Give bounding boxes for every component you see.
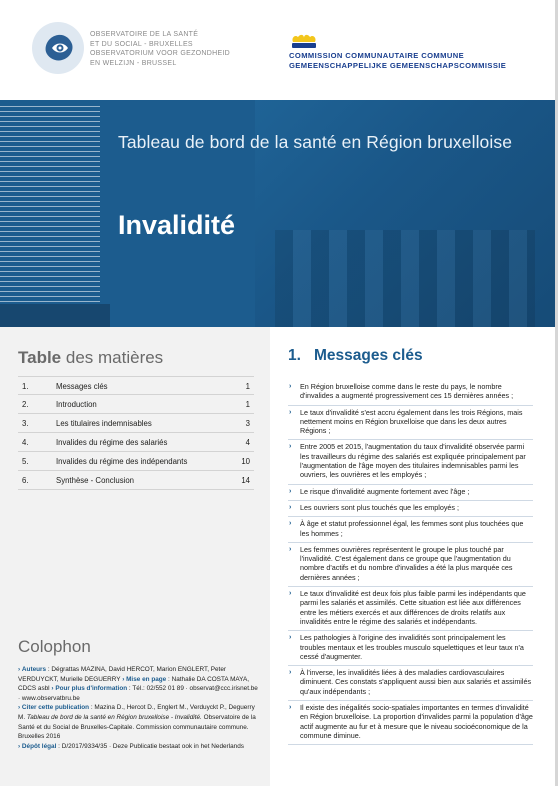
list-item: › Le taux d'invalidité s'est accru également dans les trois Régions, mais nettement moins en Région bruxelloise que dans les deux autres Régions ; (288, 406, 533, 441)
toc-item[interactable] (18, 414, 254, 433)
toc-item-number: 1. (22, 382, 29, 391)
toc-item-label: Introduction (56, 400, 97, 409)
list-item: › En Région bruxelloise comme dans le reste du pays, le nombre d'invalides a augmenté progressivement ces 15 dernières années ; (288, 380, 533, 406)
toc-item-page: 10 (241, 457, 250, 466)
list-item: › À l'inverse, les invalidités liées à des maladies cardiovasculaires diminuent. Ces constats s'appliquent aussi bien aux salariés et assimilés qu'aux indépendants ; (288, 666, 533, 701)
colophon-depot: › Dépôt légal : D/2017/9334/35 · Deze Publicatie bestaat ook in het Nederlands (18, 742, 244, 750)
toc-item[interactable] (18, 452, 254, 471)
toc-item-label: Les titulaires indemnisables (56, 419, 152, 428)
chevron-right-icon: › (18, 666, 21, 673)
list-item: › Entre 2005 et 2015, l'augmentation du taux d'invalidité observée parmi les travailleurs du régime des salariés est expliquée principalement par l'augmentation de l'âge moyen des titulaires indemnisables parmi les ouvriers, les ouvrières et les employés ; (288, 440, 533, 484)
chevron-right-icon: › (289, 704, 292, 712)
contact-info[interactable]: Tél.: 02/552 01 89 · observat@ccc.irisnet.be · www.observatbru.be (18, 685, 258, 702)
list-item: › Il existe des inégalités socio-spatiales importantes en termes d'invalidité en Région bruxelloise. La proportion d'invalides parmi la population d'âge actif augmente au fur et à mesure que le niveau socioéconomique de la commune diminue. (288, 701, 533, 745)
hero-background-texture (275, 230, 535, 327)
toc-item-page: 4 (245, 438, 250, 447)
toc-item[interactable] (18, 433, 254, 452)
toc-item-number: 5. (22, 457, 29, 466)
chevron-right-icon: › (289, 487, 292, 495)
chevron-right-icon: › (18, 742, 21, 750)
toc-item-page: 1 (245, 382, 250, 391)
chevron-right-icon: › (289, 545, 292, 553)
chevron-right-icon: › (289, 590, 292, 598)
toc-item-page: 14 (241, 476, 250, 485)
ccc-name: COMMISSION COMMUNAUTAIRE COMMUNE GEMEENSCHAPPELIJKE GEMEENSCHAPSCOMMISSIE (289, 51, 507, 70)
list-item: › Le risque d'invalidité augmente fortement avec l'âge ; (288, 485, 533, 501)
toc-item-number: 3. (22, 419, 29, 428)
toc-item[interactable] (18, 395, 254, 414)
toc-heading: Table des matières (18, 348, 164, 367)
key-messages-list (288, 380, 533, 745)
toc-item-page: 1 (245, 400, 250, 409)
chevron-right-icon: › (289, 634, 292, 642)
section-heading: 1. Messages clés (288, 347, 423, 364)
document-series-title: Tableau de bord de la santé en Région bruxelloise (118, 132, 513, 152)
toc-item-label: Invalides du régime des salariés (56, 438, 168, 447)
toc-item-number: 2. (22, 400, 29, 409)
list-item: › Les femmes ouvrières représentent le groupe le plus touché par l'invalidité. C'est également dans ce groupe que l'augmentation du nombre d'actifs et du nombre d'invalides a été la plus marquée ces dernières années ; (288, 543, 533, 587)
observatoire-logo (32, 22, 84, 74)
list-item: › Le taux d'invalidité est deux fois plus faible parmi les indépendants que parmi les salariés et assimilés. Cette situation est liée aux différences entre les métiers exercés et aux différences de droits relatifs aux invalidités entre le régime des salariés et indépendants. (288, 587, 533, 631)
colophon-heading: Colophon (18, 637, 91, 656)
toc-item-label: Synthèse - Conclusion (56, 476, 135, 485)
toc-item-label: Messages clés (56, 382, 108, 391)
list-item: › Les ouvriers sont plus touchés que les employés ; (288, 501, 533, 517)
hero-stripes-base (0, 304, 110, 327)
toc-list (18, 376, 254, 490)
chevron-right-icon: › (289, 669, 292, 677)
observatoire-name: OBSERVATOIRE DE LA SANTÉ ET DU SOCIAL - BRUXELLES OBSERVATORIUM VOOR GEZONDHEID EN WELZIJN - BRUSSEL (90, 31, 231, 67)
hero-banner (0, 100, 555, 327)
toc-item-page: 3 (245, 419, 250, 428)
toc-item-label: Invalides du régime des indépendants (56, 457, 188, 466)
chevron-right-icon: › (18, 704, 21, 712)
toc-item-number: 4. (22, 438, 29, 447)
list-item: › Les pathologies à l'origine des invalidités sont principalement les troubles mentaux et les troubles musculo squelettiques et leur taux n'a cessé d'augmenter. (288, 631, 533, 666)
document-title: Invalidité (118, 210, 236, 240)
toc-item[interactable] (18, 471, 254, 490)
toc-item-number: 6. (22, 476, 29, 485)
chevron-right-icon: › (289, 443, 292, 451)
colophon-text (18, 665, 258, 751)
chevron-right-icon: › (289, 503, 292, 511)
chevron-right-icon: › (289, 408, 292, 416)
colophon-authors: › Auteurs : Dégrattas MAZINA, David HERCOT, Marion ENGLERT, Peter VERDUYCKT, Murielle DEGUERRY › Mise en page : Nathalie DA COSTA MAYA, CDCS asbl › Pour plus d'information : Tél.: 02/552 01 89 · observat@ccc.irisnet.be · www.observatbru.be (18, 666, 258, 702)
ccc-logo (289, 30, 319, 50)
toc-item[interactable] (18, 376, 254, 395)
chevron-right-icon: › (289, 520, 292, 528)
page-header (0, 0, 558, 100)
sidebar (0, 327, 270, 786)
list-item: › À âge et statut professionnel égal, les femmes sont plus touchées que les hommes ; (288, 517, 533, 543)
colophon-citation: › Citer cette publication : Mazina D., Hercot D., Englert M., Verduyckt P., Deguerry M. Tableau de bord de la santé en Région bruxelloise - Invalidité. Observatoire de la Santé et du Social de Bruxelles-Capitale. Commission communautaire commune. Bruxelles 2016 (18, 704, 256, 741)
chevron-right-icon: › (289, 383, 292, 390)
hero-stripes (0, 106, 100, 304)
